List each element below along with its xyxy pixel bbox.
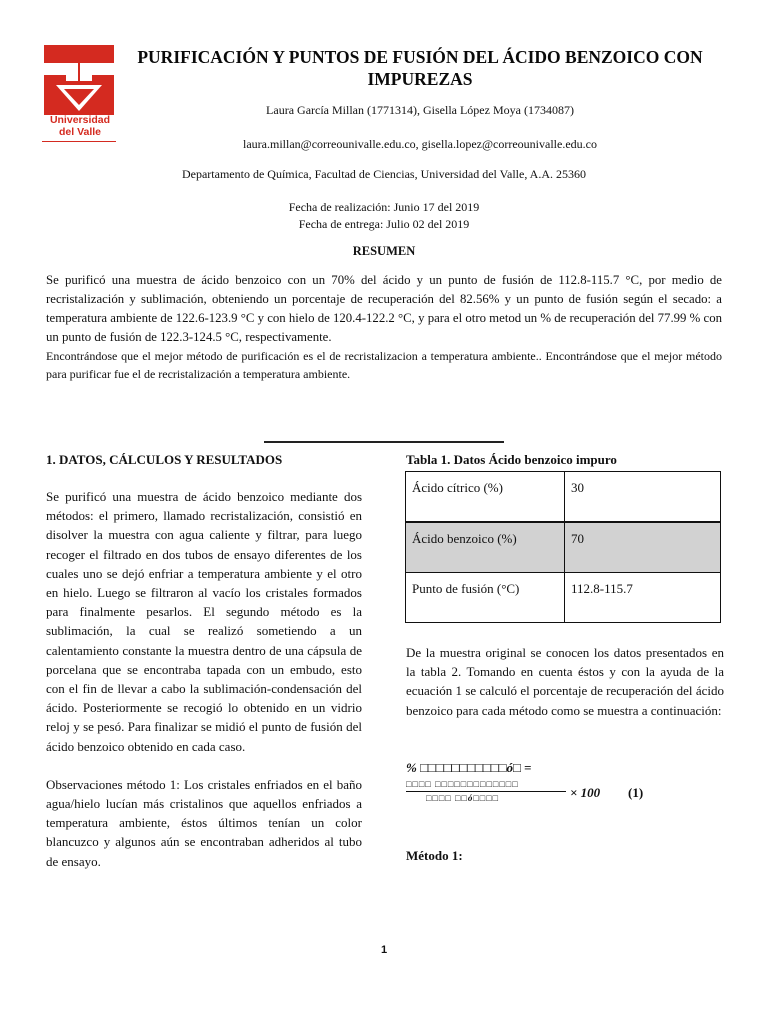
body-paragraph-1: Se purificó una muestra de ácido benzoico mediante dos métodos: el primero, llamado recristalización, consistió en disolver la muestra con agua caliente y filtrar, para luego recoger el filtrado en dos tubos de ensayo diferentes de los cuales uno se dejó enfriar a temperatura ambiente y el otro en hielo. Luego se filtraron al vacío los cristales formados para finalmente pesarlos. El segundo método es la sublimación, la cual se realizó sometiendo a un calentamiento constante la muestra dentro de una cápsula de porcelana que se encontraba tapada con un embudo, esto con el fin de llevar a cabo la sublimación-condensación del ácido. Posteriormente se recogió lo obtenido en un vidrio reloj y se pesó. Para finalizar se midió el punto de fusión del ácido benzoico obtenido en cada caso. — [46, 489, 362, 754]
logo-text — [40, 114, 120, 138]
date-submitted: Fecha de entrega: Julio 02 del 2019 — [298, 217, 470, 231]
right-column — [406, 643, 724, 720]
table-row — [406, 472, 721, 523]
section-separator — [264, 441, 504, 443]
page-number: 1 — [380, 944, 388, 956]
data-table — [405, 471, 721, 623]
table-cell-label: Ácido cítrico (%) — [406, 472, 565, 523]
title-line2: IMPUREZAS — [367, 69, 473, 89]
author-emails: laura.millan@correounivalle.edu.co, gisella.lopez@correounivalle.edu.co — [243, 137, 597, 151]
fraction-bar — [406, 791, 566, 792]
table-caption: Tabla 1. Datos Ácido benzoico impuro — [406, 452, 617, 467]
department: Departamento de Química, Facultad de Ciencias, Universidad del Valle, A.A. 25360 — [181, 167, 586, 181]
authors: Laura García Millan (1771314), Gisella López Moya (1734087) — [266, 103, 574, 117]
title-line1: PURIFICACIÓN Y PUNTOS DE FUSIÓN DEL ÁCIDO BENZOICO CON — [137, 47, 703, 67]
logo-line2: del Valle — [58, 126, 102, 138]
table-cell-label: Ácido benzoico (%) — [406, 522, 565, 573]
method-heading: Método 1: — [406, 848, 463, 863]
table-row — [406, 522, 721, 573]
body-paragraph-3: De la muestra original se conocen los datos presentados en la tabla 2. Tomando en cuenta éstos y con la ayuda de la ecuación 1 se calculó el porcentaje de recuperación del ácido benzoico para cada método como se muestra a continuación: — [406, 645, 724, 718]
equation-multiplier: × 100 — [570, 785, 601, 800]
table-cell-value: 30 — [565, 472, 721, 523]
abstract-paragraph-1: Se purificó una muestra de ácido benzoico con un 70% del ácido y un punto de fusión de 112.8-115.7 °C, por medio de recristalización y sublimación, obteniendo un porcentaje de recuperación del 82.56% y un punto de fusión según el secado: a temperatura ambiente de 122.6-123.9 °C y con hielo de 120.4-122.2 °C, y para el otro metod un % de recuperación del 77.99 % con un punto de fusión de 122.3-124.5 °C, respectivamente. — [46, 273, 722, 344]
equation-lhs: % □□□□□□□□□□□ó□ = — [406, 760, 532, 775]
logo-divider — [42, 141, 116, 142]
equation-numerator: □□□□ □□□□□□□□□□□□□ — [406, 779, 519, 789]
equation-denominator: □□□□ □□ó□□□□ — [426, 793, 500, 803]
abstract — [46, 271, 722, 383]
table-cell-value: 70 — [565, 522, 721, 573]
left-column — [46, 487, 362, 890]
paper-title — [120, 46, 720, 90]
date-performed: Fecha de realización: Junio 17 del 2019 — [288, 200, 480, 214]
section-heading: 1. DATOS, CÁLCULOS Y RESULTADOS — [46, 452, 283, 467]
logo-line1: Universidad — [49, 114, 111, 126]
table-cell-label: Punto de fusión (°C) — [406, 573, 565, 623]
body-paragraph-2: Observaciones método 1: Los cristales enfriados en el baño agua/hielo lucían más cristalinos que aquellos enfriados a temperatura ambiente, éstos últimos tenían un color blancuzco y algunos aún se encontraban adheridos al tubo de ensayo. — [46, 776, 362, 869]
university-logo-icon — [44, 45, 114, 115]
abstract-heading: RESUMEN — [352, 244, 416, 258]
table-cell-value: 112.8-115.7 — [565, 573, 721, 623]
abstract-paragraph-2: Encontrándose que el mejor método de purificación es el de recristalizacion a temperatura ambiente.. Encontrándose que el mejor método para purificar fue el de recristalización a temperatura ambiente. — [46, 349, 722, 381]
table-row — [406, 573, 721, 623]
equation-number: (1) — [628, 785, 644, 800]
